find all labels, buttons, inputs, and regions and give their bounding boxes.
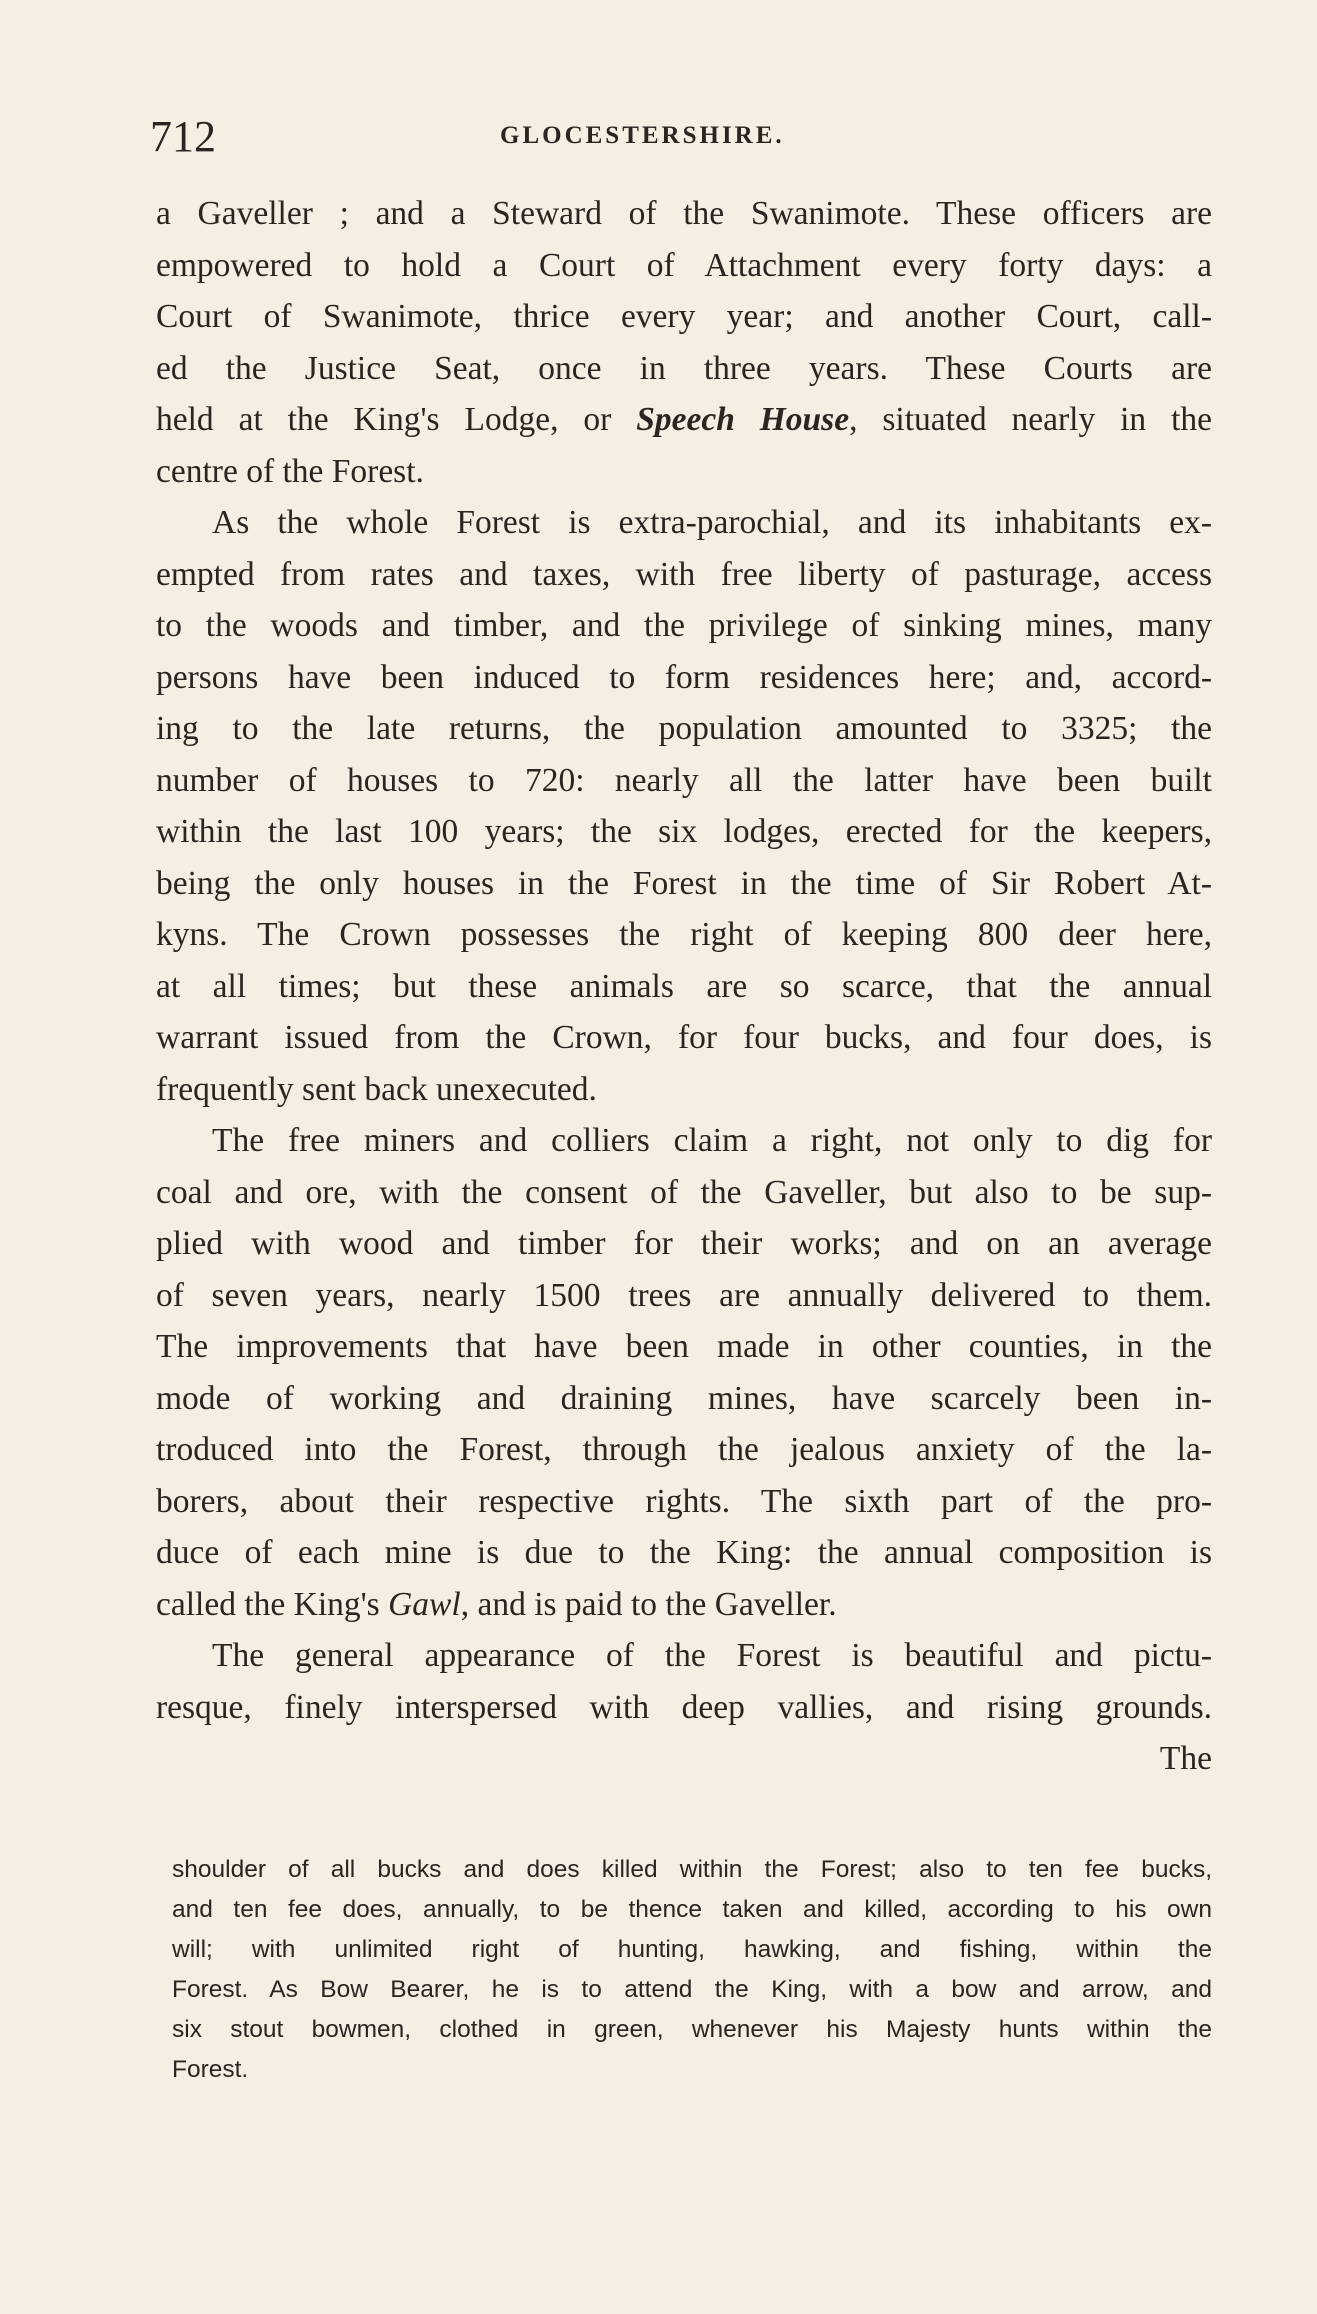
text-line: troduced into the Forest, through the jealous anxiety of the la- — [156, 1431, 1212, 1468]
italic-phrase: Speech House — [636, 401, 850, 438]
text-line: The improvements that have been made in other counties, in the — [156, 1328, 1212, 1365]
text-line: borers, about their respective rights. The sixth part of the pro- — [156, 1482, 1212, 1520]
running-head: GLOCESTERSHIRE. — [500, 122, 785, 149]
text-line: to the woods and timber, and the privilege of sinking mines, many — [156, 607, 1212, 644]
footnote-line: will; with unlimited right of hunting, hawking, and fishing, within the — [172, 1936, 1212, 1963]
text-line: Court of Swanimote, thrice every year; and another Court, call- — [156, 298, 1212, 335]
text-line: coal and ore, with the consent of the Gaveller, but also to be sup- — [156, 1173, 1212, 1211]
text-line: ed the Justice Seat, once in three years. These Courts are — [156, 349, 1212, 387]
page-header — [150, 112, 1210, 162]
text-line: frequently sent back unexecuted. — [156, 1070, 597, 1108]
text-line: being the only houses in the Forest in the time of Sir Robert At- — [156, 864, 1212, 902]
text-line: plied with wood and timber for their works; and on an average — [156, 1225, 1212, 1262]
text-line: a Gaveller ; and a Steward of the Swanimote. These officers are — [156, 195, 1212, 232]
text-line: within the last 100 years; the six lodges, erected for the keepers, — [156, 813, 1212, 850]
page-number: 712 — [150, 112, 216, 161]
text-line: resque, finely interspersed with deep vallies, and rising grounds. — [156, 1688, 1212, 1726]
text-line: mode of working and draining mines, have scarcely been in- — [156, 1379, 1212, 1417]
text-line: duce of each mine is due to the King: the annual composition is — [156, 1534, 1212, 1571]
text-line: empowered to hold a Court of Attachment every forty days: a — [156, 246, 1212, 284]
footnote-line: Forest. — [172, 2056, 249, 2083]
text-line: called the King's Gawl, and is paid to the Gaveller. — [156, 1585, 837, 1623]
text-line: The free miners and colliers claim a right, not only to dig for — [212, 1122, 1212, 1159]
text-line: held at the King's Lodge, or Speech House, situated nearly in the — [156, 401, 1213, 438]
footnote-line: shoulder of all bucks and does killed within the Forest; also to ten fee bucks, — [172, 1856, 1212, 1883]
text-line: kyns. The Crown possesses the right of keeping 800 deer here, — [156, 916, 1212, 953]
catchword: The — [1159, 1740, 1212, 1777]
text-line: ing to the late returns, the population amounted to 3325; the — [156, 710, 1212, 747]
footnote-line: six stout bowmen, clothed in green, whenever his Majesty hunts within the — [172, 2016, 1212, 2043]
text-line: of seven years, nearly 1500 trees are annually delivered to them. — [156, 1276, 1212, 1314]
text-line: The general appearance of the Forest is beautiful and pictu- — [212, 1637, 1212, 1674]
text-line: empted from rates and taxes, with free liberty of pasturage, access — [156, 555, 1212, 593]
text-line: number of houses to 720: nearly all the latter have been built — [156, 761, 1212, 799]
italic-phrase: Gawl — [388, 1585, 461, 1623]
footnote — [172, 1850, 1212, 2090]
footnote-line: and ten fee does, annually, to be thence taken and killed, according to his own — [172, 1896, 1212, 1923]
text-line: As the whole Forest is extra-parochial, and its inhabitants ex- — [212, 504, 1212, 541]
footnote-line: Forest. As Bow Bearer, he is to attend the King, with a bow and arrow, and — [172, 1976, 1212, 2003]
text-line: warrant issued from the Crown, for four bucks, and four does, is — [156, 1019, 1212, 1056]
text-line: persons have been induced to form residences here; and, accord- — [156, 658, 1212, 696]
text-line: at all times; but these animals are so scarce, that the annual — [156, 967, 1212, 1005]
text-line: centre of the Forest. — [156, 452, 424, 490]
main-text — [156, 188, 1212, 1785]
